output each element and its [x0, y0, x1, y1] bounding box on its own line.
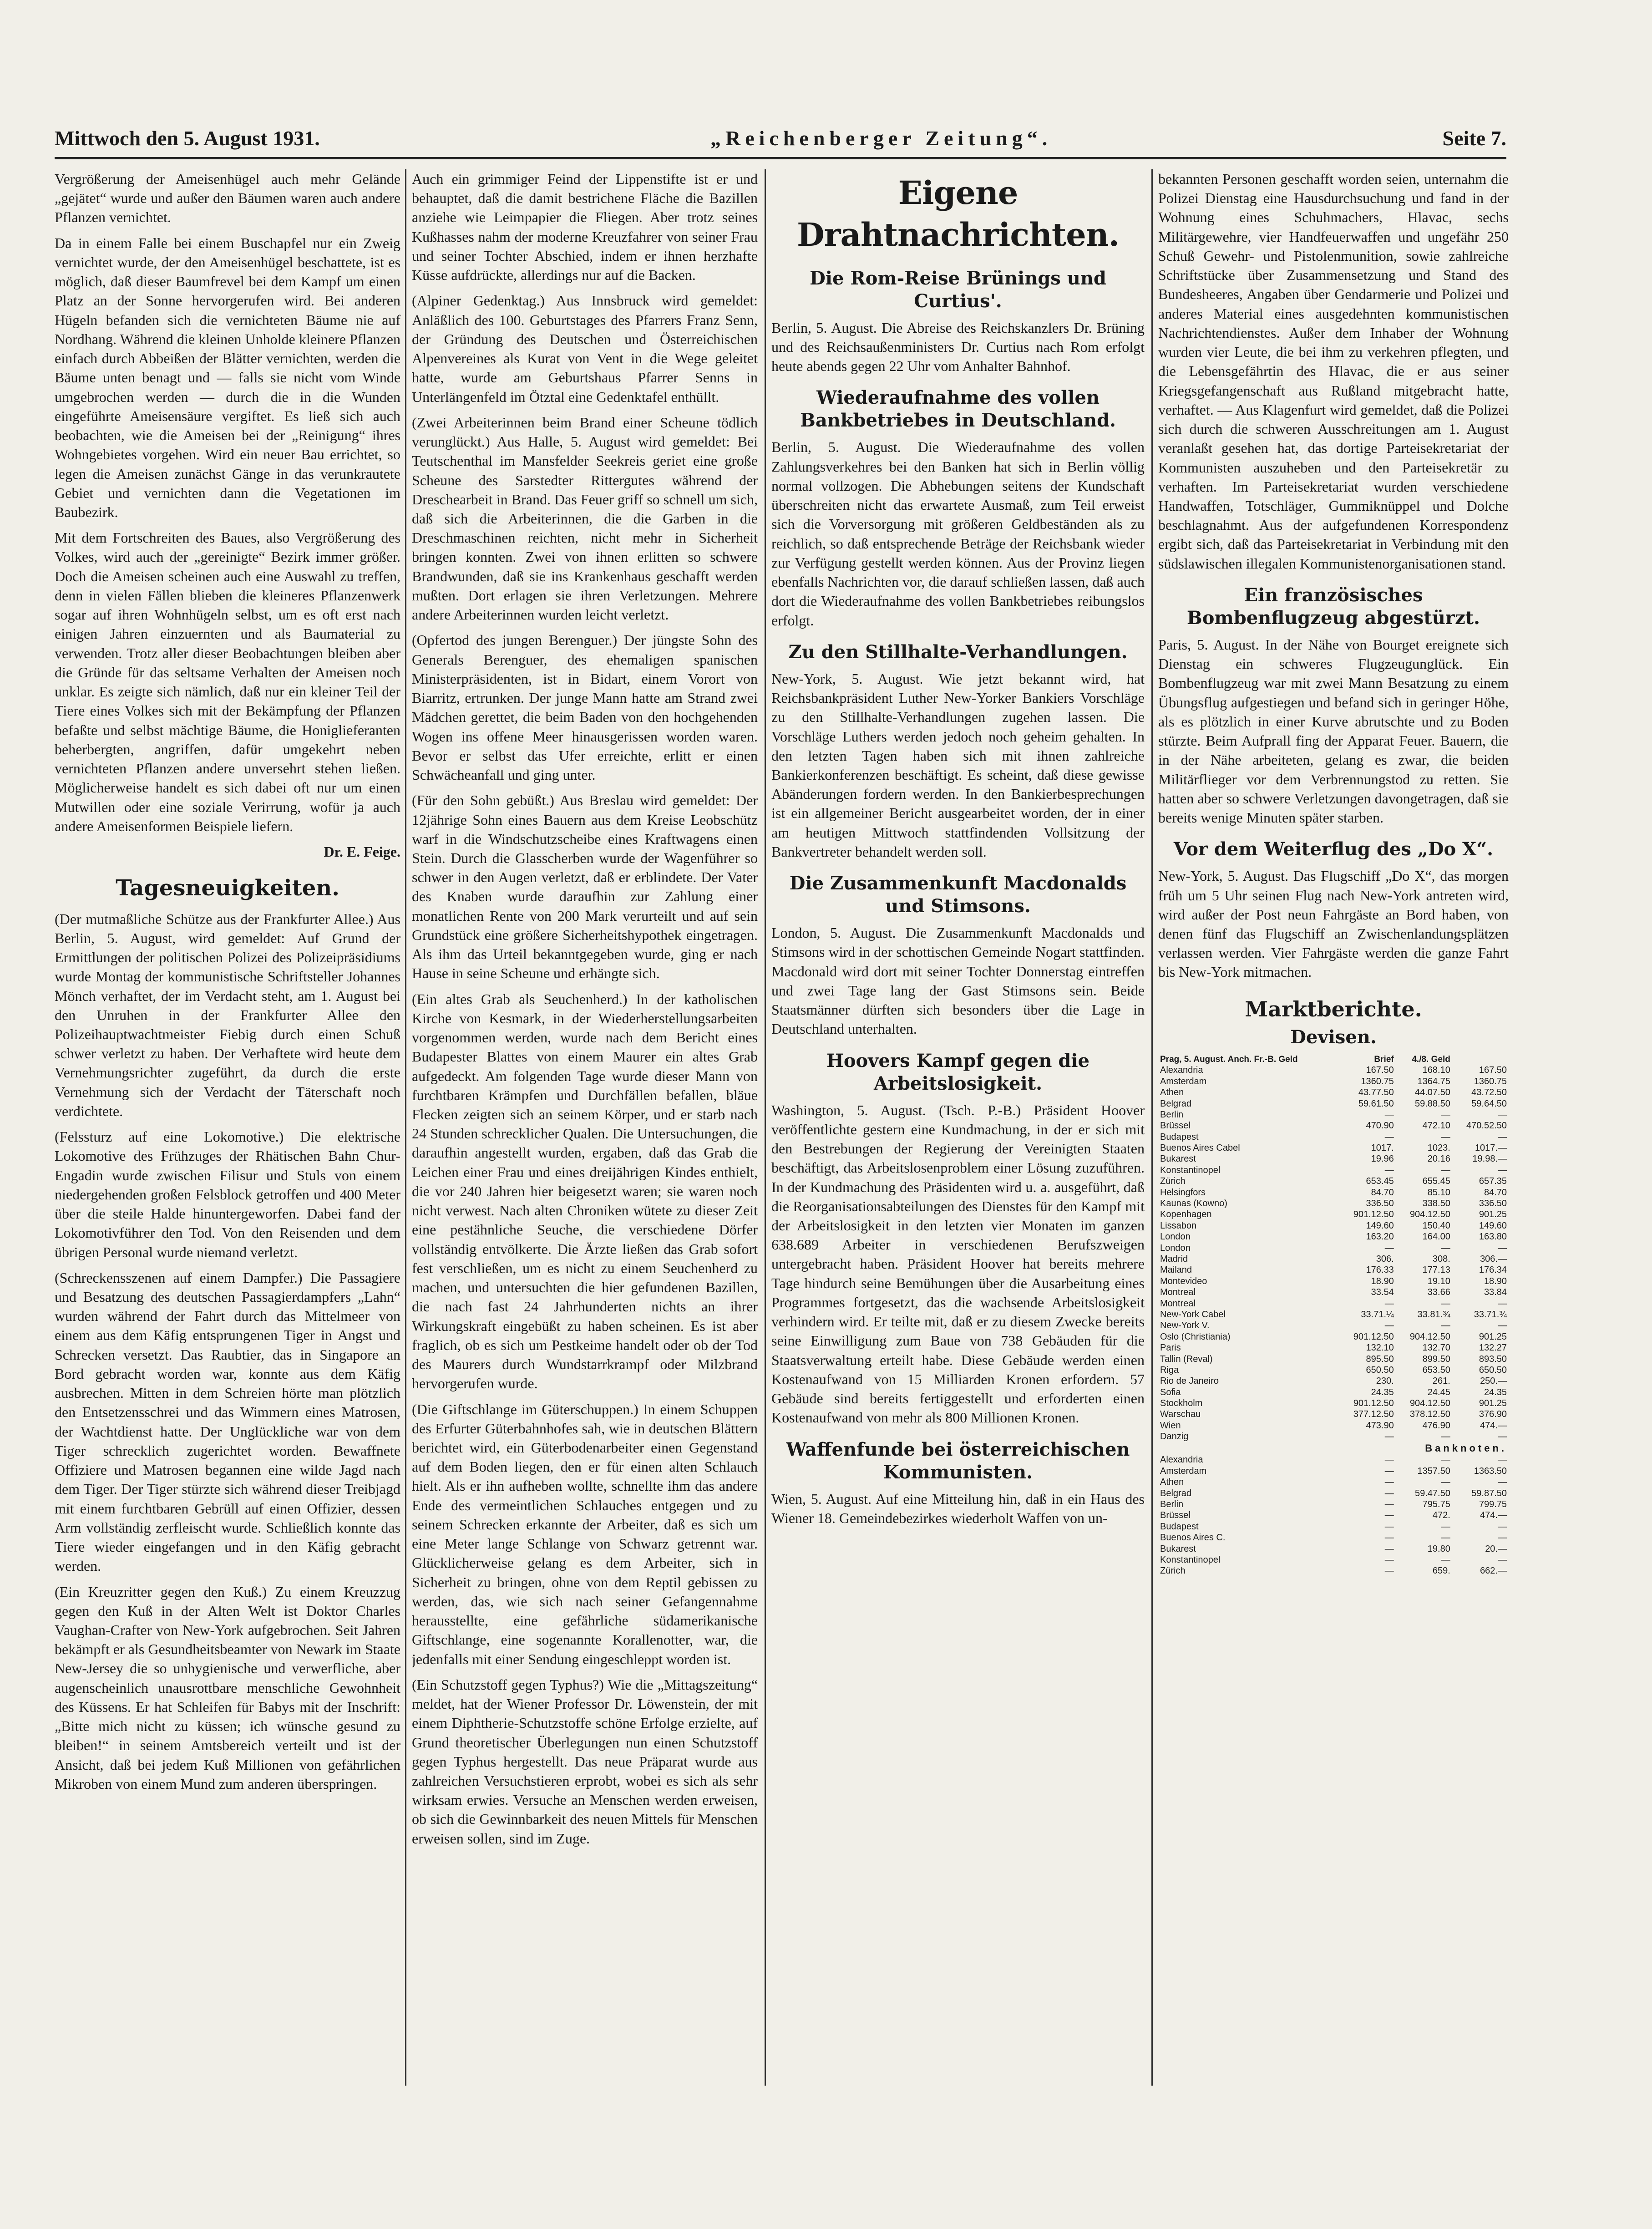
rate-cell: —	[1384, 1165, 1394, 1175]
currency-name: Brüssel	[1160, 1510, 1191, 1521]
table-row	[1158, 1287, 1509, 1298]
rate-cell: 659.	[1432, 1566, 1450, 1576]
rate-cell: 19.80	[1427, 1544, 1450, 1554]
rate-cell: —	[1498, 1243, 1507, 1253]
table-row	[1158, 1420, 1509, 1431]
currency-name: Madrid	[1160, 1254, 1188, 1264]
currency-name: Amsterdam	[1160, 1076, 1207, 1087]
column-header: Prag, 5. August. Anch. Fr.-B. Geld	[1160, 1055, 1298, 1065]
currency-name: Zürich	[1160, 1566, 1186, 1576]
rate-cell: 230.	[1376, 1376, 1394, 1386]
rate-cell: —	[1498, 1298, 1507, 1309]
rate-cell: 33.71.¼	[1361, 1309, 1394, 1320]
currency-name: Mailand	[1160, 1265, 1192, 1275]
devisen-rows	[1158, 1065, 1509, 1442]
rate-cell: 795.75	[1422, 1499, 1450, 1510]
currency-name: Rio de Janeiro	[1160, 1376, 1219, 1386]
rate-cell: 308.	[1432, 1254, 1450, 1264]
banknoten-label: Banknoten.	[1425, 1442, 1507, 1454]
rate-cell: 472.	[1432, 1510, 1450, 1521]
rate-cell: 59.87.50	[1471, 1488, 1507, 1498]
article-paragraph: Da in einem Falle bei einem Buschapfel nur ein Zweig vernichtet wurde, der den Ameisenhügel beschattete, ist es möglich, daß dieser Baumfrevel bei dem Kampf um einen Platz an der Sonne hervorgerufen wird. Bei anderen Hügeln befanden sich die vernichteten Bäume nie auf Nordhang. Während die kleinen Unholde kleinere Pflanzen einfach durch Abbeißen der Blätter vernichten, werden die Bäume unten benagt und — falls sie nicht vom Winde umgebrochen werden — durch die in die Wunden eingeführte Ameisensäure vergiftet. Es ließ sich auch beobachten, wie die Ameisen bei der „Reinigung“ ihres Wohngebietes vorgehen. Wird ein neuer Bau errichtet, so legen die Ameisen zunächst Gänge in das verunkrautete Gebiet und vernichten dann die Vegetationen im Baubezirk.	[55, 234, 400, 520]
rate-cell: —	[1498, 1109, 1507, 1120]
table-row	[1158, 1120, 1509, 1131]
rate-cell: 650.50	[1479, 1365, 1507, 1375]
rate-cell: 470.52.50	[1466, 1121, 1507, 1131]
news-item: (Ein altes Grab als Seuchenherd.) In der katholischen Kirche von Kesmark, in der Wiederherstellungsarbeiten vorgenommen werden, wurde nach dem Bericht eines Budapester Blattes von einem Maurer ein altes Grab aufgedeckt. Am folgenden Tage wurde dieser Mann von furchtbaren Krämpfen und Durchfällen befallen, bläue Flecken zeigten sich an seinem Körper, und er starb nach 24 Stunden schrecklicher Qualen. Die Untersuchungen, die daraufhin angestellt wurden, ergaben, daß das Grab die Leichen einer Frau und eines dreijährigen Kindes enthielt, die vor 240 Jahren hier beigesetzt waren; sie waren noch nicht verwest. Nach alten Chroniken wütete zu dieser Zeit eine pestähnliche Seuche, die verschiedene Dörfer vollständig entvölkerte. Die Ärzte ließen das Grab sofort fest verschließen, um es nicht zu einem Seuchenherd zu machen, und untersuchten die hier gefundenen Bazillen, die nach fast 24 Jahrhunderten nichts an ihrer Wirkungskraft eingebüßt zu haben scheinen. Es ist aber fraglich, ob es sich um Pestkeime handelt oder ob der Tod des Maurers durch Wundstarrkrampf oder Milzbrand hervorgerufen wurde.	[412, 990, 758, 1392]
article-paragraph: Washington, 5. August. (Tsch. P.-B.) Präsident Hoover veröffentlichte gestern eine Kundmachung, in der er sich mit den Bestrebungen der Regierung der Vereinigten Staaten beschäftigt, das Arbeitslosenproblem einer Lösung zuzuführen. In der Kundmachung des Präsidenten wird u. a. ausgeführt, daß die Reorganisationsabteilungen des Dienstes für den Kampf mit der Arbeitslosigkeit in den letzten vier Monaten im ganzen 638.689 Arbeiter in verschiedenen Berufszweigen untergebracht haben. Präsident Hoover hat bereits mehrere Tage hindurch seine Bemühungen über die Ausarbeitung eines Programmes fortgesetzt, das die wachsende Arbeitslosigkeit verhindern wird. Er teilte mit, daß er zu diesem Zwecke bereits seine Einwilligung zum Baue von 738 Gebäuden für die Staatsverwaltung erteilt habe. Diese Gebäude werden einen Kostenaufwand von 15 Milliarden Kronen erfordern. 57 Gebäude sind bereits fertiggestellt und erforderten einen Kostenaufwand von mehr als 800 Millionen Kronen.	[771, 1102, 1145, 1426]
rate-cell: 336.50	[1366, 1198, 1394, 1209]
rate-cell: —	[1384, 1455, 1394, 1465]
currency-name: Stockholm	[1160, 1398, 1203, 1409]
column-divider	[405, 169, 406, 2086]
currency-name: Helsingfors	[1160, 1187, 1206, 1198]
rate-cell: 1023.	[1427, 1143, 1450, 1153]
rate-cell: 901.25	[1479, 1209, 1507, 1220]
rate-cell: 163.80	[1479, 1232, 1507, 1242]
rate-cell: —	[1384, 1243, 1394, 1253]
table-header-row	[1158, 1054, 1509, 1065]
masthead	[55, 123, 1506, 150]
rate-cell: —	[1441, 1533, 1450, 1543]
rate-cell: 376.90	[1479, 1409, 1507, 1420]
table-row	[1158, 1320, 1509, 1331]
table-row	[1158, 1376, 1509, 1386]
rate-cell: 904.12.50	[1409, 1209, 1450, 1220]
currency-name: Danzig	[1160, 1432, 1189, 1442]
devisen-title: Devisen.	[1290, 1026, 1377, 1048]
rate-cell: 24.45	[1427, 1387, 1450, 1397]
currency-name: Lissabon	[1160, 1220, 1197, 1231]
rate-cell: 43.77.50	[1358, 1087, 1394, 1098]
rate-cell: —	[1384, 1298, 1394, 1309]
rate-cell: 33.66	[1427, 1287, 1450, 1298]
rate-cell: 1360.75	[1361, 1076, 1394, 1087]
rate-cell: 653.50	[1422, 1365, 1450, 1375]
currency-name: Kopenhagen	[1160, 1209, 1212, 1220]
news-item: (Felssturz auf eine Lokomotive.) Die elektrische Lokomotive des Frühzuges der Rhätischen Bahn Chur-Engadin wurde zwischen Filisur und Stuls von einem niedergehenden großen Felsblock getroffen und 400 Meter über die steile Halde hinuntergeworfen. Dabei fand der Lokomotivführer den Tod. Von den Reisenden und dem übrigen Personal wurde niemand verletzt.	[55, 1128, 400, 1260]
rate-cell: 901.25	[1479, 1331, 1507, 1342]
article-paragraph: London, 5. August. Die Zusammenkunft Macdonalds und Stimsons wird in der schottischen Gemeinde Nogart stattfinden. Macdonald wird dort mit seiner Tochter Donnerstag eintreffen und zwei Tage lang der Gast Stimsons sein. Beide Staatsmänner dürften sich besonders über die Lage in Deutschland unterhalten.	[771, 924, 1145, 1037]
rate-cell: 59.47.50	[1414, 1488, 1450, 1498]
currency-name: Wien	[1160, 1420, 1181, 1431]
rate-cell: —	[1384, 1533, 1394, 1543]
rate-cell: 168.10	[1422, 1065, 1450, 1076]
article-paragraph: New-York, 5. August. Wie jetzt bekannt wird, hat Reichsbankpräsident Luther New-Yorker Bankiers Vorschläge zu den Stillhalte-Verhandlungen zugehen lassen. Die Vorschläge Luthers werden jedoch noch geheim gehalten. In den letzten Tagen haben sich mit ihnen zahlreiche Bankierkonferenzen beschäftigt. Es scheint, daß diese gewisse Abänderungen fordern werden. In den Bankierbesprechungen ist ein allgemeiner Bericht ausgearbeitet worden, der in einer am heutigen Mittwoch stattfindenden Vollsitzung der Bankvertreter behandelt werden soll.	[771, 670, 1145, 860]
article-headline: Vor dem Weiterflug des „Do X“.	[1173, 838, 1494, 860]
page-number: Seite 7.	[1442, 127, 1506, 150]
table-row	[1158, 1309, 1509, 1320]
currency-name: Sofia	[1160, 1387, 1181, 1397]
currency-name: Buenos Aires Cabel	[1160, 1143, 1240, 1153]
rate-cell: 476.90	[1422, 1420, 1450, 1431]
table-row	[1158, 1231, 1509, 1242]
currency-name: New-York Cabel	[1160, 1309, 1226, 1320]
rate-cell: 24.35	[1484, 1387, 1507, 1397]
rate-cell: 662.—	[1480, 1566, 1507, 1576]
rate-cell: 377.12.50	[1353, 1409, 1394, 1420]
currency-name: Budapest	[1160, 1521, 1199, 1532]
article-headline: Waffenfunde bei österreichischen Kommunisten.	[786, 1438, 1130, 1483]
rate-cell: —	[1498, 1521, 1507, 1532]
rate-cell: 250.—	[1480, 1376, 1507, 1386]
rate-cell: 799.75	[1479, 1499, 1507, 1510]
rate-cell: 132.70	[1422, 1343, 1450, 1353]
rate-cell: 33.84	[1484, 1287, 1507, 1298]
article-paragraph: Berlin, 5. August. Die Abreise des Reichskanzlers Dr. Brüning und des Reichsaußenministers Dr. Curtius nach Rom erfolgt heute abends gegen 22 Uhr vom Anhalter Bahnhof.	[771, 319, 1145, 375]
rate-cell: —	[1441, 1109, 1450, 1120]
rate-cell: 59.64.50	[1471, 1098, 1507, 1109]
currency-name: Riga	[1160, 1365, 1179, 1375]
currency-name: London	[1160, 1243, 1191, 1253]
table-row	[1158, 1454, 1509, 1465]
section-heading-drahtnachrichten: Eigene Drahtnachrichten.	[796, 174, 1120, 254]
rate-cell: 336.50	[1479, 1198, 1507, 1209]
currency-name: Amsterdam	[1160, 1466, 1207, 1476]
rate-cell: 163.20	[1366, 1232, 1394, 1242]
rate-cell: 167.50	[1366, 1065, 1394, 1076]
table-row	[1158, 1354, 1509, 1365]
table-row	[1158, 1298, 1509, 1309]
rate-cell: 59.88.50	[1414, 1098, 1450, 1109]
table-row	[1158, 1098, 1509, 1109]
table-row	[1158, 1342, 1509, 1353]
rate-cell: —	[1441, 1243, 1450, 1253]
rate-cell: 33.81.¾	[1417, 1309, 1450, 1320]
masthead-rule	[55, 157, 1506, 159]
article-paragraph: Vergrößerung der Ameisenhügel auch mehr Gelände „gejätet“ wurde und außer den Bäumen waren auch andere Pflanzen vernichtet.	[55, 171, 400, 226]
rate-cell: —	[1384, 1466, 1394, 1476]
rate-cell: —	[1384, 1499, 1394, 1510]
rate-cell: 19.96	[1371, 1154, 1394, 1164]
table-row	[1158, 1532, 1509, 1543]
rate-cell: 164.00	[1422, 1232, 1450, 1242]
table-row	[1158, 1176, 1509, 1187]
rate-cell: 1017.	[1371, 1143, 1394, 1153]
rate-cell: 653.45	[1366, 1176, 1394, 1187]
rate-cell: 657.35	[1479, 1176, 1507, 1187]
rate-cell: 19.98.—	[1472, 1154, 1507, 1164]
rate-cell: 650.50	[1366, 1365, 1394, 1375]
table-row	[1158, 1264, 1509, 1275]
rate-cell: 150.40	[1422, 1220, 1450, 1231]
rate-cell: —	[1498, 1533, 1507, 1543]
rate-cell: —	[1441, 1298, 1450, 1309]
rate-cell: 132.10	[1366, 1343, 1394, 1353]
rate-cell: 261.	[1432, 1376, 1450, 1386]
rate-cell: 149.60	[1479, 1220, 1507, 1231]
article-paragraph: Berlin, 5. August. Die Wiederaufnahme des vollen Zahlungsverkehres bei den Banken hat sich in Berlin völlig normal vollzogen. Die Abhebungen seitens der Kundschaft überschreiten nicht das erwartete Ausmaß, zum Teil erweist sich die Vorversorgung mit größeren Geldbeständen als zu reichlich, so daß entsprechende Beträge der Reichsbank wieder zur Verfügung gestellt werden können. Aus der Provinz liegen ebenfalls Nachrichten vor, die darauf schließen lassen, daß auch dort die Wiederaufnahme des vollen Bankbetriebes reibungslos erfolgt.	[771, 439, 1145, 629]
rate-cell: 18.90	[1371, 1276, 1394, 1286]
article-paragraph: Mit dem Fortschreiten des Baues, also Vergrößerung des Volkes, wird auch der „gereinigte“ Bezirk immer größer. Doch die Ameisen scheinen auch eine Auswahl zu treffen, denn in vielen Fällen blieben die kleineres Pflanzenwerk sogar auf ihren Wohnhügeln selbst, um es oft erst nach einigen Jahren einzuernten und als Baumaterial zu verwenden. Trotz aller dieser Beobachtungen bleiben aber die Gründe für das seltsame Verhalten der Ameisen noch unklar. Es zeigte sich nämlich, daß nur ein kleiner Teil der Tiere eines Volkes sich mit der Bekämpfung der Pflanzen befaßte und selbst mächtige Bäume, die Honiglieferanten beherbergten, angriffen, dafür umgekehrt neben vernichteten Pflanzen andere unversehrt stehen ließen. Möglicherweise handelt es sich dabei oft nur um einen Mutwillen oder eine soziale Verirrung, wofür ja auch andere Ameisenformen Beispiele liefern.	[55, 529, 400, 834]
table-row	[1158, 1142, 1509, 1153]
rate-cell: —	[1498, 1477, 1507, 1488]
column-header: 4./8. Geld	[1412, 1055, 1450, 1065]
rate-cell: 43.72.50	[1471, 1087, 1507, 1098]
article-headline: Die Rom-Reise Brünings und Curtius'.	[810, 267, 1106, 312]
table-row	[1158, 1554, 1509, 1565]
table-row	[1158, 1466, 1509, 1477]
article-headline: Wiederaufnahme des vollen Bankbetriebes in Deutschland.	[800, 387, 1116, 432]
table-row	[1158, 1076, 1509, 1087]
rate-cell: 149.60	[1366, 1220, 1394, 1231]
table-row	[1158, 1276, 1509, 1287]
table-row	[1158, 1398, 1509, 1409]
currency-name: Bukarest	[1160, 1154, 1196, 1164]
table-row	[1158, 1510, 1509, 1521]
rate-cell: 1357.50	[1417, 1466, 1450, 1476]
column-4	[1158, 169, 1509, 2081]
table-row	[1158, 1565, 1509, 1576]
rate-cell: 899.50	[1422, 1354, 1450, 1364]
currency-name: Budapest	[1160, 1132, 1199, 1142]
rate-cell: 24.35	[1371, 1387, 1394, 1397]
currency-name: Oslo (Christiania)	[1160, 1331, 1231, 1342]
rate-cell: —	[1441, 1165, 1450, 1175]
rate-cell: 176.34	[1479, 1265, 1507, 1275]
rate-cell: 338.50	[1422, 1198, 1450, 1209]
rate-cell: —	[1441, 1554, 1450, 1565]
news-item: (Opfertod des jungen Berenguer.) Der jüngste Sohn des Generals Berenguer, des ehemaligen spanischen Ministerpräsidenten, ist in Bidart, einem Vorort von Biarritz, ertrunken. Der junge Mann hatte am Strand zwei Mädchen gerettet, die beim Baden von den hochgehenden Wogen ins offene Meer hinausgerissen worden waren. Bevor er selbst das Ufer erreichte, erlitt er einen Schwächeanfall und ging unter.	[412, 632, 758, 783]
news-item: (Zwei Arbeiterinnen beim Brand einer Scheune tödlich verunglückt.) Aus Halle, 5. August wird gemeldet: Bei Teutschenthal im Mansfelder Seekreis geriet eine große Scheune des Sarstedter Rittergutes während der Dreschearbeit in Brand. Das Feuer griff so schnell um sich, daß sich die Arbeiterinnen, die die Garben in die Dreschmaschinen reichten, nicht mehr in Sicherheit bringen konnten. Zwei von ihnen erlitten so schwere Brandwunden, daß sie ins Krankenhaus geschafft werden mußten. Dort erlagen sie ihren Verletzungen. Mehrere andere Arbeiterinnen wurden leicht verletzt.	[412, 414, 758, 623]
rate-cell: —	[1498, 1554, 1507, 1565]
column-divider	[1151, 169, 1153, 2086]
rate-cell: 132.27	[1479, 1343, 1507, 1353]
rate-cell: 901.12.50	[1353, 1398, 1394, 1409]
rate-cell: —	[1384, 1320, 1394, 1331]
currency-name: Montevideo	[1160, 1276, 1207, 1286]
rate-cell: —	[1384, 1477, 1394, 1488]
news-item: (Die Giftschlange im Güterschuppen.) In einem Schuppen des Erfurter Güterbahnhofes sah, wie in deutschen Blättern berichtet wird, ein Güterbodenarbeiter einen Gegenstand auf dem Boden liegen, den er für einen alten Schlauch hielt. Als er ihn aufheben wollte, schnellte ihm das andere Ende des vermeintlichen Schlauches entgegen und zu seinem Schrecken erkannte der Arbeiter, daß es sich um eine Meter lange Schlange von Schwarz getrennt war. Glücklicherweise gelang es dem Arbeiter, sich in Sicherheit zu bringen, ohne von dem Reptil gebissen zu werden, das, wie sich nach seiner Gefangennahme herausstellte, eine gefährliche südamerikanische Giftschlange, eine sogenannte Korallenotter, war, die jedenfalls mit einer Sendung eingeschleppt worden ist.	[412, 1401, 758, 1667]
table-row	[1158, 1087, 1509, 1098]
rate-cell: —	[1498, 1165, 1507, 1175]
currency-name: Belgrad	[1160, 1098, 1191, 1109]
rate-cell: —	[1441, 1455, 1450, 1465]
rate-cell: —	[1498, 1432, 1507, 1442]
currency-name: Alexandria	[1160, 1065, 1203, 1076]
news-item: (Alpiner Gedenktag.) Aus Innsbruck wird gemeldet: Anläßlich des 100. Geburtstages des Pfarrers Franz Senn, der Gründung des Deutschen und Österreichischen Alpenvereines als Kurat von Vent in die Wege geleitet hatte, wurde am Geburtshaus Pfarrer Senns in Unterlängenfeld im Ötztal eine Gedenktafel enthüllt.	[412, 292, 758, 405]
currency-name: Berlin	[1160, 1499, 1184, 1510]
currency-name: Montreal	[1160, 1298, 1196, 1309]
newspaper-title: „Reichenberger Zeitung“.	[710, 127, 1052, 150]
rate-cell: 1017.—	[1475, 1143, 1507, 1153]
article-headline: Zu den Stillhalte-Verhandlungen.	[788, 641, 1128, 663]
rate-cell: 1360.75	[1474, 1076, 1507, 1087]
table-row	[1158, 1132, 1509, 1142]
rate-cell: 901.12.50	[1353, 1331, 1394, 1342]
rate-cell: —	[1441, 1521, 1450, 1532]
rate-cell: 306.—	[1480, 1254, 1507, 1264]
rate-cell: 18.90	[1484, 1276, 1507, 1286]
banknoten-rows	[1158, 1454, 1509, 1576]
rate-cell: —	[1441, 1320, 1450, 1331]
news-item: (Schreckensszenen auf einem Dampfer.) Die Passagiere und Besatzung des deutschen Passagierdampfers „Lahn“ wurden während der Fahrt durch das Mittelmeer von einem aus dem Käfig entsprungenen Tiger in Angst und Schrecken versetzt. Das Raubtier, das in Singapore an Bord gebracht worden war, konnte aus dem Käfig ausbrechen. Mitten in dem Schreien hörte man plötzlich den Entsetzensschrei und das Wimmern eines Matrosen, der Wachtdienst hatte. Der Unglückliche war von dem Tiger schrecklich zugerichtet worden. Bewaffnete Offiziere und Matrosen begannen eine wilde Jagd nach dem Tiger. Der Tiger stürzte sich während dieser Treibjagd mit einem furchtbaren Gebrüll auf einen Offizier, dessen Arm vollständig zerfleischt wurde. Schließlich konnte das Tiere wieder eingefangen und in den Käfig gebracht werden.	[55, 1269, 400, 1574]
rate-cell: 85.10	[1427, 1187, 1450, 1198]
rate-cell: 472.10	[1422, 1121, 1450, 1131]
rate-cell: 470.90	[1366, 1121, 1394, 1131]
rate-cell: —	[1441, 1477, 1450, 1488]
rate-cell: 20.16	[1427, 1154, 1450, 1164]
table-row	[1158, 1220, 1509, 1231]
rate-cell: —	[1498, 1455, 1507, 1465]
currency-name: Belgrad	[1160, 1488, 1191, 1498]
table-row	[1158, 1331, 1509, 1342]
article-paragraph: New-York, 5. August. Das Flugschiff „Do X“, das morgen früh um 5 Uhr seinen Flug nach New-York antreten wird, wird außer der Post neun Fahrgäste an Bord haben, von denen fünf das Flugschiff an Zwischenlandungsplätzen verlassen werden. Vier Fahrgäste werden die ganze Fahrt bis New-York mitmachen.	[1158, 868, 1509, 980]
rate-cell: 1364.75	[1417, 1076, 1450, 1087]
article-paragraph: Paris, 5. August. In der Nähe von Bourget ereignete sich Dienstag ein schweres Flugzeugunglück. Ein Bombenflugzeug war mit zwei Mann Besatzung zu einem Übungsflug aufgestiegen und befand sich in geringer Höhe, als es plötzlich in einer Kurve abrutschte und zu Boden stürzte. Beim Aufprall fing der Apparat Feuer. Bauern, die in der Nähe arbeiteten, gelang es zwar, die beiden Militärflieger vor dem Verbrennungstod zu retten. Sie hatten aber so schwere Verletzungen davongetragen, daß sie bereits wenige Minuten später starben.	[1158, 636, 1509, 826]
news-item: (Der mutmaßliche Schütze aus der Frankfurter Allee.) Aus Berlin, 5. August, wird gemeldet: Auf Grund der Ermittlungen der politischen Polizei des Polizeipräsidiums wurde Montag der kommunistische Schriftsteller Johannes Mönch verhaftet, der im Verdacht steht, am 1. August bei den Unruhen in der Frankfurter Allee den Polizeihauptwachtmeister Fiebig durch einen Schuß schwer verletzt zu haben. Der Verhaftete wird heute dem Vernehmungsrichter zugeführt, da durch die erste Vernehmung sich der Verdacht der Täterschaft noch verdichtete.	[55, 910, 400, 1119]
currency-name: New-York V.	[1160, 1320, 1210, 1331]
market-report-title: Marktberichte.	[1245, 996, 1422, 1021]
rate-cell: —	[1498, 1132, 1507, 1142]
rate-cell: —	[1384, 1554, 1394, 1565]
column-2	[412, 169, 758, 2081]
rate-cell: 895.50	[1366, 1354, 1394, 1364]
table-row	[1158, 1488, 1509, 1499]
currency-name: Zürich	[1160, 1176, 1186, 1187]
rate-cell: 306.	[1376, 1254, 1394, 1264]
table-row	[1158, 1165, 1509, 1176]
rate-cell: 19.10	[1427, 1276, 1450, 1286]
news-item: (Für den Sohn gebüßt.) Aus Breslau wird gemeldet: Der 12jährige Sohn eines Bauern aus dem Kreise Leobschütz warf in die Windschutzscheibe eines Kraftwagens einen Stein. Durch die Glasscherben wurde der Wagenführer so schwer in den Augen verletzt, daß er erblindete. Der Vater des Knaben wurde daraufhin zur Zahlung einer monatlichen Rente von 200 Mark verurteilt und auf sein Grundstück eine größere Sicherheitshypothek eingetragen. Als ihm das Urteil bekanntgegeben wurde, ging er nach Hause in seine Scheune und erhängte sich.	[412, 792, 758, 982]
rate-cell: 901.12.50	[1353, 1209, 1394, 1220]
rate-cell: 473.90	[1366, 1420, 1394, 1431]
article-headline: Die Zusammenkunft Macdonalds und Stimsons.	[789, 873, 1127, 917]
currency-name: London	[1160, 1232, 1191, 1242]
rate-cell: —	[1384, 1132, 1394, 1142]
rate-cell: 901.25	[1479, 1398, 1507, 1409]
rate-cell: —	[1384, 1488, 1394, 1498]
currency-name: Montreal	[1160, 1287, 1196, 1298]
table-row	[1158, 1431, 1509, 1442]
table-row	[1158, 1243, 1509, 1254]
currency-name: Berlin	[1160, 1109, 1184, 1120]
currency-name: Warschau	[1160, 1409, 1201, 1420]
table-row	[1158, 1109, 1509, 1120]
rate-cell: 1363.50	[1474, 1466, 1507, 1476]
rate-cell: 904.12.50	[1409, 1398, 1450, 1409]
rate-cell: 33.54	[1371, 1287, 1394, 1298]
rate-cell: 474.—	[1480, 1510, 1507, 1521]
author-signature: Dr. E. Feige.	[324, 843, 400, 860]
rate-cell: 44.07.50	[1414, 1087, 1450, 1098]
rate-cell: —	[1384, 1544, 1394, 1554]
column-header: Brief	[1374, 1055, 1394, 1065]
table-row	[1158, 1499, 1509, 1510]
table-row	[1158, 1521, 1509, 1532]
rate-cell: 84.70	[1484, 1187, 1507, 1198]
column-divider	[765, 169, 766, 2086]
rate-cell: —	[1384, 1510, 1394, 1521]
rate-cell: 33.71.¾	[1474, 1309, 1507, 1320]
rate-cell: 177.13	[1422, 1265, 1450, 1275]
table-row	[1158, 1198, 1509, 1209]
table-row	[1158, 1209, 1509, 1220]
table-row	[1158, 1365, 1509, 1376]
rate-cell: 893.50	[1479, 1354, 1507, 1364]
currency-name: Brüssel	[1160, 1121, 1191, 1131]
currency-name: Athen	[1160, 1087, 1184, 1098]
rate-cell: 20.—	[1485, 1544, 1507, 1554]
column-1	[55, 169, 400, 2081]
table-row	[1158, 1387, 1509, 1398]
currency-name: Tallin (Reval)	[1160, 1354, 1213, 1364]
currency-name: Paris	[1160, 1343, 1181, 1353]
currency-name: Bukarest	[1160, 1544, 1196, 1554]
rate-cell: 655.45	[1422, 1176, 1450, 1187]
currency-name: Kaunas (Kowno)	[1160, 1198, 1227, 1209]
news-item: Auch ein grimmiger Feind der Lippenstifte ist er und behauptet, daß die damit bestrichene Fläche die Bazillen anziehe wie Leimpapier die Fliegen. Aber trotz seines Kußhasses nahm der moderne Kreuzfahrer von seiner Frau und seiner Tochter Abschied, indem er ihnen herzhafte Küsse aufdrückte, allerdings nur auf die Backen.	[412, 171, 758, 284]
rate-cell: —	[1384, 1432, 1394, 1442]
rate-cell: 167.50	[1479, 1065, 1507, 1076]
article-headline: Hoovers Kampf gegen die Arbeitslosigkeit.	[826, 1050, 1090, 1094]
table-row	[1158, 1544, 1509, 1554]
currency-name: Buenos Aires C.	[1160, 1533, 1226, 1543]
article-paragraph: Wien, 5. August. Auf eine Mitteilung hin, daß in ein Haus des Wiener 18. Gemeindebezirkes wiederholt Waffen von un-	[771, 1490, 1145, 1526]
currency-name: Alexandria	[1160, 1455, 1203, 1465]
table-row	[1158, 1153, 1509, 1164]
exchange-rate-table	[1158, 1054, 1509, 1577]
news-item: (Ein Kreuzritter gegen den Kuß.) Zu einem Kreuzzug gegen den Kuß in der Alten Welt ist Doktor Charles Vaughan-Crafter von New-York aufgebrochen. Seit Jahren bekämpft er als Gesundheitsbeamter von Newark im Staate New-Jersey die so unhygienische und verwerfliche, aber augenscheinlich unausrottbare menschliche Gewohnheit des Küssens. Er hat Schleifen für Babys mit der Inschrift: „Bitte mich nicht zu küssen; ich wünsche gesund zu bleiben!“ in seinem Amtsbereich verteilt und ist der Ansicht, daß bei jedem Kuß Millionen von gefährlichen Mikroben von einem Mund zum anderen überspringen.	[55, 1583, 400, 1792]
table-row	[1158, 1187, 1509, 1198]
article-paragraph: bekannten Personen geschafft worden seien, unternahm die Polizei Dienstag eine Hausdurchsuchung und fand in der Wohnung eines Schuhmachers, Hlavac, sechs Militärgewehre, vier Handfeuerwaffen und ungefähr 250 Schuß Gewehr- und Pistolenmunition, sowie zahlreiche Schriftstücke über Zusammensetzung und Stand des Bundesheeres, Angaben über Gendarmerie und Polizei und anderes Material eines ausgedehnten kommunistischen Nachrichtendienstes. Außer dem Inhaber der Wohnung wurden vier Leute, die bei ihm zu verkehren pflegten, und die Lebensgefährtin des Hlavac, die er aus seiner Kriegsgefangenschaft aus Rußland mitgebracht hatte, verhaftet. — Aus Klagenfurt wird gemeldet, daß die Polizei sich durch die schweren Ausschreitungen am 1. August veranlaßt gesehen hat, das dortige Parteisekretariat der Kommunisten auszuheben und den Parteisekretär zu verhaften. Im Parteisekretariat wurden verschiedene Handwaffen, Totschläger, Gummiknüppel und Dolche beschlagnahmt. Aus der aufgefundenen Korrespondenz ergibt sich, daß das Parteisekretariat in Verbindung mit den südslawischen illegalen Kommunistenorganisationen stand.	[1158, 171, 1509, 572]
table-row	[1158, 1409, 1509, 1420]
rate-cell: 59.61.50	[1358, 1098, 1394, 1109]
section-heading-tagesneuigkeiten: Tagesneuigkeiten.	[116, 875, 340, 901]
currency-name: Athen	[1160, 1477, 1184, 1488]
news-item: (Ein Schutzstoff gegen Typhus?) Wie die „Mittagszeitung“ meldet, hat der Wiener Professor Dr. Löwenstein, der mit einem Diphtherie-Schutzstoffe schöne Erfolge erzielte, auf Grund theoretischer Überlegungen nun einen Schutzstoff gegen Typhus hergestellt. Das neue Präparat wurde aus zahlreichen Versuchstieren erprobt, wobei es sich als sehr wirksam erwies. Versuche an Menschen werden erweisen, ob sich die Gewinnbarkeit des neuen Mittels für Menschen erweisen sollen, sind im Zuge.	[412, 1676, 758, 1847]
rate-cell: 904.12.50	[1409, 1331, 1450, 1342]
rate-cell: —	[1441, 1132, 1450, 1142]
rate-cell: 176.33	[1366, 1265, 1394, 1275]
rate-cell: —	[1498, 1320, 1507, 1331]
rate-cell: 474.—	[1480, 1420, 1507, 1431]
table-row	[1158, 1065, 1509, 1076]
rate-cell: —	[1384, 1566, 1394, 1576]
currency-name: Konstantinopel	[1160, 1554, 1221, 1565]
rate-cell: 378.12.50	[1409, 1409, 1450, 1420]
rate-cell: 84.70	[1371, 1187, 1394, 1198]
column-3	[771, 169, 1145, 2081]
table-row	[1158, 1477, 1509, 1488]
currency-name: Konstantinopel	[1160, 1165, 1221, 1175]
rate-cell: —	[1384, 1521, 1394, 1532]
table-row	[1158, 1254, 1509, 1264]
issue-date: Mittwoch den 5. August 1931.	[55, 127, 320, 150]
article-headline: Ein französisches Bombenflugzeug abgestürzt.	[1186, 584, 1480, 629]
rate-cell: —	[1441, 1432, 1450, 1442]
rate-cell: —	[1384, 1109, 1394, 1120]
